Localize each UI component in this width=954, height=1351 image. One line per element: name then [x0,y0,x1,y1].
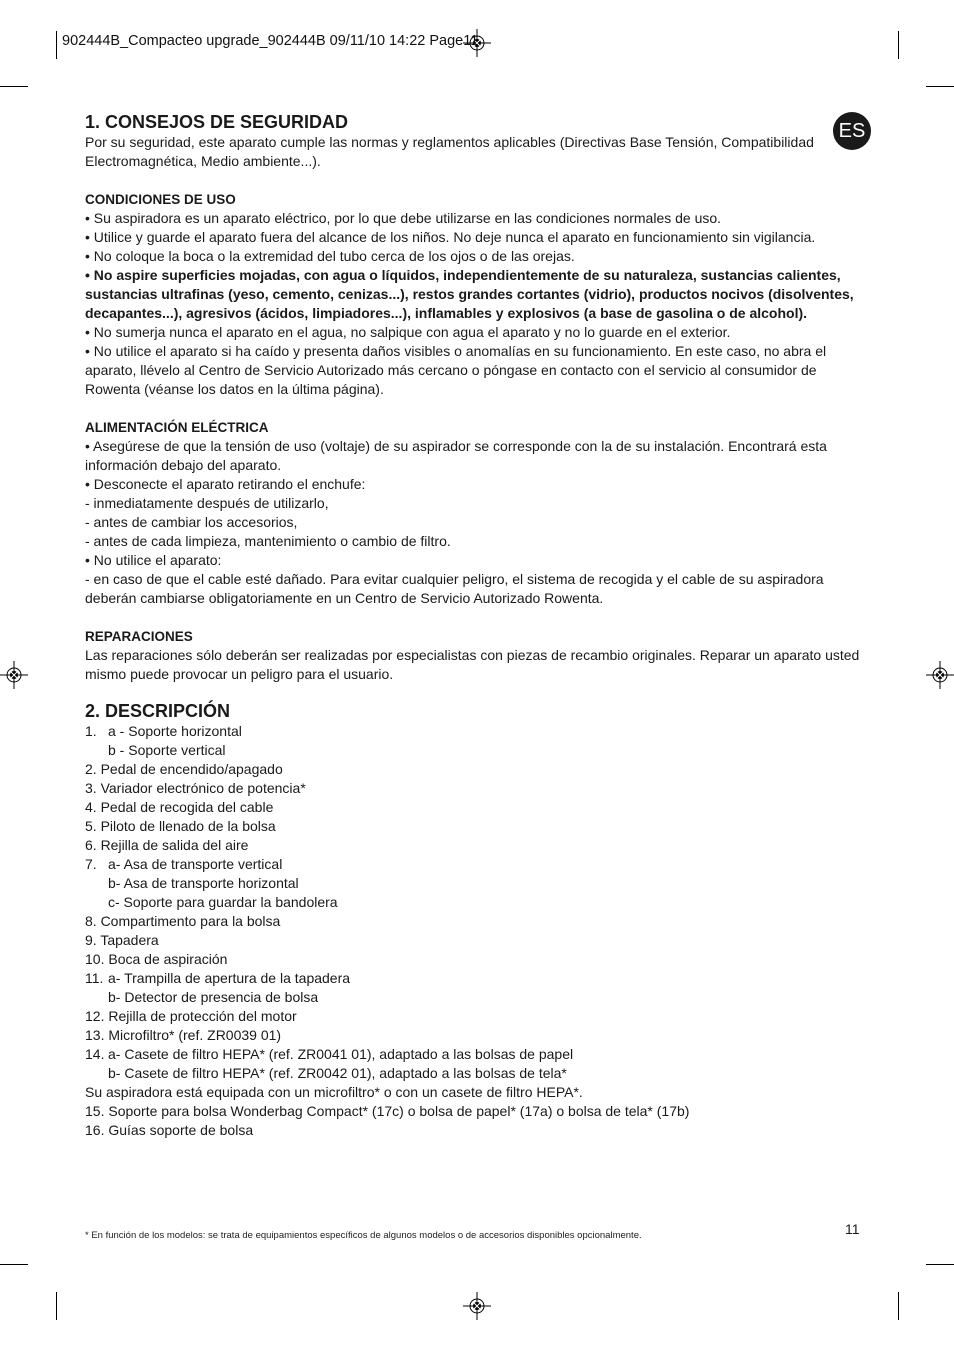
description-item [85,950,870,969]
power-item: - inmediatamente después de utilizarlo, [85,495,329,511]
description-item-text: 16. Guías soporte de bolsa [85,1122,254,1138]
crop-mark [56,1292,57,1320]
conditions-item: • No sumerja nunca el aparato en el agua, no salpique con agua el aparato y no lo guarde en el exterior. [85,324,731,340]
crop-mark [0,86,28,87]
footnote: * En función de los modelos: se trata de equipamientos específicos de algunos modelos o de accesorios disponibles opcionalmente. [85,1230,642,1241]
crop-mark [898,31,899,59]
description-item [85,1102,870,1121]
print-header: 902444B_Compacteo upgrade_902444B 09/11/10 14:22 Page11 [62,33,479,49]
description-item-text: 15. Soporte para bolsa Wonderbag Compact* (17c) o bolsa de papel* (17a) o bolsa de tela* (17b) [85,1103,690,1119]
description-item-text: b- Casete de filtro HEPA* (ref. ZR0042 01), adaptado a las bolsas de tela* [108,1065,567,1081]
registration-mark-icon [926,661,954,689]
description-item-text: 4. Pedal de recogida del cable [85,799,274,815]
description-item-text: a - Soporte horizontal [108,723,242,739]
safety-intro: Por su seguridad, este aparato cumple las normas y reglamentos aplicables (Directivas Base Tensión, Compatibilidad Electromagnética, Medio ambiente...). [85,134,814,169]
description-item [85,931,870,950]
conditions-item: • No utilice el aparato si ha caído y presenta daños visibles o anomalías en su funcionamiento. En este caso, no abra el aparato, llévelo al Centro de Servicio Autorizado más cercano o póngase en contacto con el servicio al consumidor de Rowenta (véanse los datos en la última página). [85,343,827,397]
description-item-number: 7. [85,856,97,872]
repairs-text: Las reparaciones sólo deberán ser realizadas por especialistas con piezas de recambio originales. Reparar un aparato usted mismo puede provocar un peligro para el usuario. [85,647,860,682]
description-item-text: 2. Pedal de encendido/apagado [85,761,283,777]
description-item [85,1026,870,1045]
description-item-number [85,1064,108,1083]
power-heading: ALIMENTACIÓN ELÉCTRICA [85,420,269,435]
crop-mark [898,1292,899,1320]
description-item-number: 11. [85,970,104,986]
description-item-text: 10. Boca de aspiración [85,951,228,967]
power-item: - antes de cambiar los accesorios, [85,514,298,530]
power-item: - en caso de que el cable esté dañado. Para evitar cualquier peligro, el sistema de recogida y el cable de su aspiradora deberán cambiarse obligatoriamente en un Centro de Servicio Autorizado Rowenta. [85,571,824,606]
description-item-text: 6. Rejilla de salida del aire [85,837,249,853]
repairs-heading: REPARACIONES [85,629,193,644]
description-item [85,1121,870,1140]
description-item-number: 14. [85,1046,105,1062]
description-item-text: 3. Variador electrónico de potencia* [85,780,306,796]
description-item-text: 9. Tapadera [85,932,159,948]
page-content [85,111,870,1140]
registration-mark-icon [0,661,28,689]
description-item [85,912,870,931]
power-item: • Desconecte el aparato retirando el enchufe: [85,476,366,492]
conditions-item-warning: • No aspire superficies mojadas, con agua o líquidos, independientemente de su naturaleza, sustancias calientes, sustancias ultrafinas (yeso, cemento, cenizas...), restos grandes cortantes (vidrio), productos nocivos (disolventes, decapantes...), agresivos (ácidos, limpiadores...), inflamables y explosivos (a base de gasolina o de alcohol). [85,267,854,321]
description-item [85,1007,870,1026]
description-item-text: 12. Rejilla de protección del motor [85,1008,297,1024]
description-item [85,1083,870,1102]
description-item-text: a- Trampilla de apertura de la tapadera [108,970,351,986]
language-badge: ES [833,112,871,150]
description-item-number [85,741,108,760]
description-list [85,722,870,1140]
description-item [85,874,870,893]
description-item [85,988,870,1007]
description-item-text: b - Soporte vertical [108,742,226,758]
description-item-text: c- Soporte para guardar la bandolera [108,894,338,910]
description-item [85,855,870,874]
description-item-text: b- Detector de presencia de bolsa [108,989,319,1005]
description-item-text: b- Asa de transporte horizontal [108,875,299,891]
description-item-number [85,874,108,893]
crop-mark [926,86,954,87]
conditions-item: • No coloque la boca o la extremidad del tubo cerca de los ojos o de las orejas. [85,248,575,264]
power-item: - antes de cada limpieza, mantenimiento o cambio de filtro. [85,533,451,549]
description-item-number: 1. [85,723,97,739]
registration-mark-icon [463,1292,491,1320]
description-item-text: a- Asa de transporte vertical [108,856,283,872]
crop-mark [926,1264,954,1265]
section-title-safety: 1. CONSEJOS DE SEGURIDAD [85,112,349,132]
description-item [85,1045,870,1064]
description-item [85,1064,870,1083]
description-item [85,969,870,988]
power-item: • Asegúrese de que la tensión de uso (voltaje) de su aspirador se corresponde con la de su instalación. Encontrará esta información debajo del aparato. [85,438,827,473]
description-item [85,798,870,817]
description-item [85,893,870,912]
description-item-text: 8. Compartimento para la bolsa [85,913,281,929]
power-item: • No utilice el aparato: [85,552,222,568]
description-item-text: 13. Microfiltro* (ref. ZR0039 01) [85,1027,282,1043]
description-item-text: Su aspiradora está equipada con un microfiltro* o con un casete de filtro HEPA*. [85,1084,583,1100]
crop-mark [0,1264,28,1265]
conditions-item: • Utilice y guarde el aparato fuera del alcance de los niños. No deje nunca el aparato en funcionamiento sin vigilancia. [85,229,816,245]
crop-mark [56,31,57,59]
description-item-text: 5. Piloto de llenado de la bolsa [85,818,276,834]
description-item [85,836,870,855]
description-item [85,722,870,741]
page-number: 11 [845,1221,860,1237]
description-item-text: a- Casete de filtro HEPA* (ref. ZR0041 01), adaptado a las bolsas de papel [108,1046,574,1062]
description-item [85,817,870,836]
description-item-number [85,988,108,1007]
conditions-heading: CONDICIONES DE USO [85,192,236,207]
conditions-item: • Su aspiradora es un aparato eléctrico, por lo que debe utilizarse en las condiciones normales de uso. [85,210,722,226]
description-item [85,779,870,798]
description-item [85,760,870,779]
description-item [85,741,870,760]
description-item-number [85,893,108,912]
section-title-description: 2. DESCRIPCIÓN [85,701,231,721]
